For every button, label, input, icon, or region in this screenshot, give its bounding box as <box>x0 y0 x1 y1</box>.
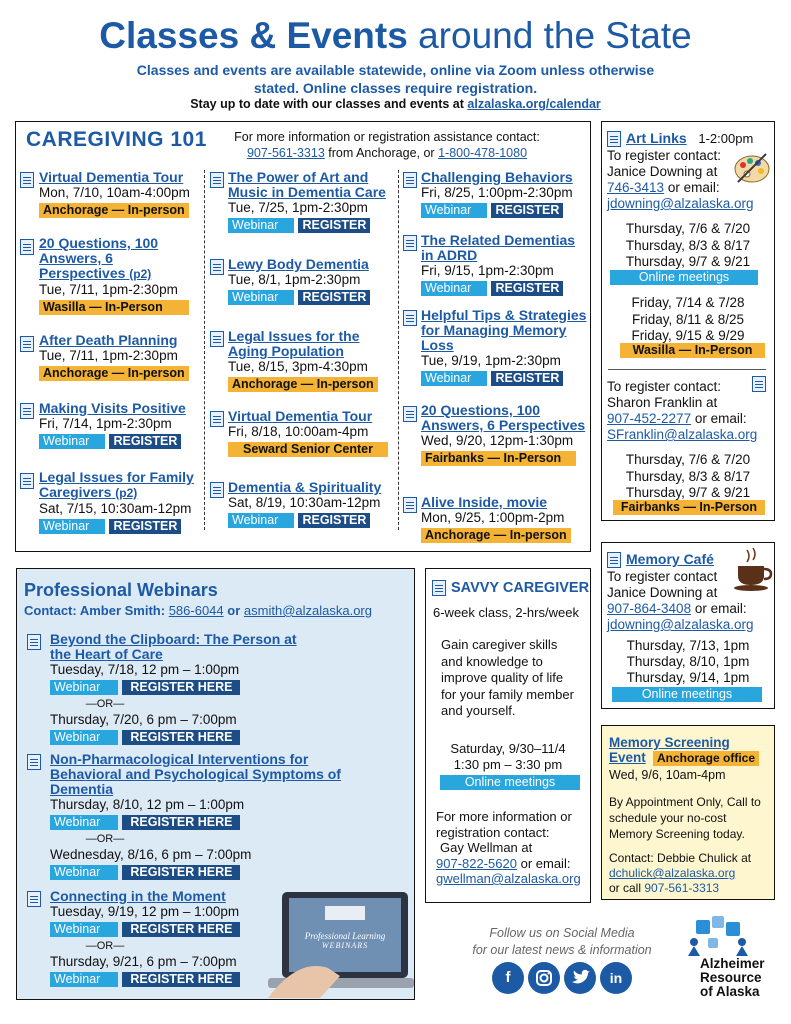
webinar-non-pharmacological[interactable]: Non-Pharmacological Interventions for Behavioral and Psychological Symptoms of Dementia Thursday, 8/10, 12 pm – 1:00pm Webinar REGISTER HERE —OR— Wednesday, 8/16, 6 pm – 7:00pm Webinar REGISTER HERE <box>50 751 341 879</box>
webinars-title: Professional Webinars <box>24 580 218 600</box>
caregiving-phone1[interactable]: 907-561-3313 <box>246 146 325 160</box>
savvy-email[interactable]: gwellman@alzalaska.org <box>436 871 581 886</box>
art-links-phone-2[interactable]: 907-452-2277 <box>607 411 692 426</box>
register-here-button[interactable]: REGISTER HERE <box>122 680 240 695</box>
laptop-image <box>268 888 414 998</box>
pdf-icon[interactable] <box>20 473 34 489</box>
event-challenging-behaviors[interactable]: Challenging Behaviors Fri, 8/25, 1:00pm-2:30pm Webinar REGISTER <box>421 169 573 217</box>
location-tag: Seward Senior Center <box>228 442 388 457</box>
coffee-cup-icon <box>733 546 773 592</box>
location-tag: Fairbanks — In-Person <box>421 451 576 466</box>
event-dementia-spirituality[interactable]: Dementia & Spirituality Sat, 8/19, 10:30am-12pm Webinar REGISTER <box>228 479 382 527</box>
pdf-icon[interactable] <box>403 497 417 513</box>
art-links-contact-2: 907-452-2277 or email: SFranklin@alzalaska.org <box>607 411 758 442</box>
event-helpful-tips[interactable]: Helpful Tips & Strategies for Managing Memory Loss Tue, 9/19, 1pm-2:30pm Webinar REGISTER <box>421 307 587 385</box>
pdf-icon[interactable] <box>210 482 224 498</box>
register-button[interactable]: REGISTER <box>109 519 181 534</box>
facebook-icon[interactable]: f <box>492 962 524 994</box>
memory-cafe-email[interactable]: jdowning@alzalaska.org <box>607 617 754 632</box>
art-links-contact-1: 746-3413 or email: jdowning@alzalaska.org <box>607 180 754 211</box>
savvy-info: For more information or registration contact: Gay Wellman at 907-822-5620 or email: gwellman@alzalaska.org <box>436 809 581 886</box>
memory-screening-contact: Contact: Debbie Chulick at dchulick@alzalaska.org or call 907-561-3313 <box>609 851 752 895</box>
webinar-tag: Webinar <box>50 865 118 880</box>
savvy-phone[interactable]: 907-822-5620 <box>436 855 517 871</box>
webinars-email[interactable]: asmith@alzalaska.org <box>243 603 372 618</box>
fairbanks-tag: Fairbanks — In-Person <box>613 500 765 515</box>
linkedin-icon[interactable]: in <box>600 962 632 994</box>
event-20-questions[interactable]: 20 Questions, 100 Answers, 6 Perspectives (p2) Tue, 7/11, 1pm-2:30pm Wasilla — In-Person <box>39 236 199 316</box>
savvy-schedule: Saturday, 9/30–11/4 1:30 pm – 3:30 pm <box>450 741 566 772</box>
webinar-tag: Webinar <box>228 290 294 305</box>
webinar-tag: Webinar <box>39 434 105 449</box>
savvy-sub: 6-week class, 2-hrs/week <box>433 605 579 620</box>
memory-screening-title: Memory Screening Event <box>609 735 730 765</box>
pdf-icon[interactable] <box>432 580 446 596</box>
register-here-button[interactable]: REGISTER HERE <box>122 865 240 880</box>
register-button[interactable]: REGISTER <box>298 290 370 305</box>
memory-screening-phone[interactable]: 907-561-3313 <box>644 881 720 895</box>
webinar-tag: Webinar <box>421 371 487 386</box>
pdf-icon[interactable] <box>607 131 621 147</box>
register-button[interactable]: REGISTER <box>491 281 563 296</box>
page-subtitle: Classes and events are available statewide, online via Zoom unless otherwise stated. Online classes require registration. <box>136 62 655 96</box>
webinar-beyond-clipboard[interactable]: Beyond the Clipboard: The Person at the Heart of Care Tuesday, 7/18, 12 pm – 1:00pm Webinar REGISTER HERE —OR— Thursday, 7/20, 6 pm – 7:00pm Webinar REGISTER HERE <box>50 631 297 744</box>
register-button[interactable]: REGISTER <box>491 371 563 386</box>
savvy-desc: Gain caregiver skills and knowledge to improve quality of life for your family member and yourself. <box>441 637 574 718</box>
event-after-death-planning[interactable]: After Death Planning Tue, 7/11, 1pm-2:30pm Anchorage — In-person <box>39 333 204 382</box>
event-alive-inside[interactable]: Alive Inside, movie Mon, 9/25, 1:00pm-2pm Anchorage — In-person <box>421 495 586 544</box>
pdf-icon[interactable] <box>403 172 417 188</box>
org-name: Alzheimer Resource of Alaska <box>700 956 765 999</box>
event-legal-issues-aging[interactable]: Legal Issues for the Aging Population Tue, 8/15, 3pm-4:30pm Anchorage — In-person <box>228 329 396 393</box>
event-making-visits-positive[interactable]: Making Visits Positive Fri, 7/14, 1pm-2:30pm Webinar REGISTER <box>39 400 186 448</box>
pdf-icon[interactable] <box>403 406 417 422</box>
location-tag: Anchorage — In-person <box>421 528 571 543</box>
memory-screening-email[interactable]: dchulick@alzalaska.org <box>609 866 736 880</box>
art-links-header: Art Links 1-2:00pm <box>626 130 754 146</box>
pdf-icon[interactable] <box>27 634 41 650</box>
online-meetings-tag: Online meetings <box>610 270 758 285</box>
pdf-icon[interactable] <box>210 259 224 275</box>
pdf-icon[interactable] <box>210 172 224 188</box>
webinar-tag: Webinar <box>50 680 118 695</box>
register-button[interactable]: REGISTER <box>298 513 370 528</box>
art-links-email-1[interactable]: jdowning@alzalaska.org <box>607 196 754 211</box>
register-here-button[interactable]: REGISTER HERE <box>122 815 240 830</box>
art-links-email-2[interactable]: SFranklin@alzalaska.org <box>607 427 758 442</box>
art-links-phone-1[interactable]: 746-3413 <box>607 180 665 195</box>
register-button[interactable]: REGISTER <box>109 434 181 449</box>
webinar-tag: Webinar <box>50 730 118 745</box>
webinar-tag: Webinar <box>50 815 118 830</box>
event-power-of-art[interactable]: The Power of Art and Music in Dementia Care Tue, 7/25, 1pm-2:30pm Webinar REGISTER <box>228 169 386 232</box>
anchorage-office-tag: Anchorage office <box>653 751 759 766</box>
memory-screening-date: Wed, 9/6, 10am-4pm <box>609 768 726 782</box>
page-title: Classes & Events around the State <box>99 15 692 56</box>
location-tag: Wasilla — In-Person <box>39 300 189 315</box>
memory-cafe-phone[interactable]: 907-864-3408 <box>607 601 692 616</box>
pdf-icon[interactable] <box>403 310 417 326</box>
event-20-questions-2[interactable]: 20 Questions, 100 Answers, 6 Perspectives Wed, 9/20, 12pm-1:30pm Fairbanks — In-Person <box>421 402 586 465</box>
laptop-label: Professional Learning WEBINARS <box>304 931 386 950</box>
puzzle-logo-icon <box>686 916 766 956</box>
art-links-dates-2: Friday, 7/14 & 7/28 Friday, 8/11 & 8/25 Friday, 9/15 & 9/29 <box>631 295 745 343</box>
calendar-link[interactable]: alzalaska.org/calendar <box>467 97 601 111</box>
pdf-icon[interactable] <box>210 331 224 347</box>
social-text: Follow us on Social Media for our latest news & information <box>472 926 652 957</box>
twitter-icon[interactable] <box>564 962 596 994</box>
webinars-phone[interactable]: 586-6044 <box>168 603 224 618</box>
webinar-tag: Webinar <box>421 203 487 218</box>
webinar-tag: Webinar <box>39 519 105 534</box>
pdf-icon[interactable] <box>20 239 34 255</box>
online-meetings-tag: Online meetings <box>612 687 762 702</box>
register-button[interactable]: REGISTER <box>491 203 563 218</box>
calendar-line: Stay up to date with our classes and events at alzalaska.org/calendar <box>190 97 601 111</box>
location-tag: Anchorage — In-person <box>39 203 189 218</box>
caregiving-phone2[interactable]: 1-800-478-1080 <box>438 146 528 160</box>
location-tag: Anchorage — In-person <box>228 377 378 392</box>
webinars-contact: Contact: Amber Smith: 586-6044 or asmith@alzalaska.org <box>24 603 372 618</box>
event-virtual-dementia-tour-2[interactable]: Virtual Dementia Tour Fri, 8/18, 10:00am-4pm Seward Senior Center <box>228 409 396 458</box>
event-virtual-dementia-tour[interactable]: Virtual Dementia Tour Mon, 7/10, 10am-4:00pm Anchorage — In-person <box>39 169 190 217</box>
pdf-icon[interactable] <box>27 754 41 770</box>
caregiving-title: CAREGIVING 101 <box>26 128 207 151</box>
webinar-tag: Webinar <box>50 922 118 937</box>
location-tag: Anchorage — In-person <box>39 366 189 381</box>
caregiving-info: For more information or registration assistance contact: 907-561-3313 from Anchorage, or 1-800-478-1080 <box>234 130 540 160</box>
webinar-tag: Webinar <box>50 972 118 987</box>
art-links-dates-3: Thursday, 7/6 & 7/20 Thursday, 8/3 & 8/17 Thursday, 9/7 & 9/21 <box>625 452 751 500</box>
pdf-icon[interactable] <box>403 235 417 251</box>
art-links-dates-1: Thursday, 7/6 & 7/20 Thursday, 8/3 & 8/17 Thursday, 9/7 & 9/21 <box>625 221 751 269</box>
pdf-icon[interactable] <box>210 411 224 427</box>
art-links-register-1: To register contact: Janice Downing at <box>607 148 722 179</box>
memory-cafe-dates: Thursday, 7/13, 1pm Thursday, 8/10, 1pm Thursday, 9/14, 1pm <box>626 638 750 685</box>
instagram-icon[interactable] <box>528 962 560 994</box>
event-legal-issues-family[interactable]: Legal Issues for Family Caregivers (p2) Sat, 7/15, 10:30am-12pm Webinar REGISTER <box>39 469 194 533</box>
register-here-button[interactable]: REGISTER HERE <box>122 972 240 987</box>
webinar-tag: Webinar <box>228 218 294 233</box>
memory-cafe-title: Memory Café <box>626 551 714 567</box>
webinar-connecting-moment[interactable]: Connecting in the Moment Tuesday, 9/19, 12 pm – 1:00pm Webinar REGISTER HERE —OR— Thursday, 9/21, 6 pm – 7:00pm Webinar REGISTER HERE <box>50 888 240 986</box>
pdf-icon[interactable] <box>20 172 34 188</box>
art-links-register-2: To register contact: Sharon Franklin at <box>607 379 722 410</box>
register-here-button[interactable]: REGISTER HERE <box>122 922 240 937</box>
register-here-button[interactable]: REGISTER HERE <box>122 730 240 745</box>
savvy-title: SAVVY CAREGIVER <box>451 580 590 596</box>
memory-screening-text: By Appointment Only, Call to schedule your no-cost Memory Screening today. <box>609 795 761 841</box>
wasilla-tag: Wasilla — In-Person <box>620 343 765 358</box>
pdf-icon[interactable] <box>20 403 34 419</box>
pdf-icon[interactable] <box>20 336 34 352</box>
pdf-icon[interactable] <box>27 891 41 907</box>
webinar-tag: Webinar <box>228 513 294 528</box>
webinar-tag: Webinar <box>421 281 487 296</box>
event-related-dementias[interactable]: The Related Dementias in ADRD Fri, 9/15, 1pm-2:30pm Webinar REGISTER <box>421 232 576 295</box>
register-button[interactable]: REGISTER <box>298 218 370 233</box>
event-lewy-body[interactable]: Lewy Body Dementia Tue, 8/1, 1pm-2:30pm Webinar REGISTER <box>228 256 369 304</box>
online-meetings-tag: Online meetings <box>440 775 580 790</box>
memory-cafe-register: To register contact Janice Downing at <box>607 569 718 600</box>
memory-cafe-contact: 907-864-3408 or email: jdowning@alzalaska.org <box>607 601 754 632</box>
pdf-icon[interactable] <box>607 552 621 568</box>
